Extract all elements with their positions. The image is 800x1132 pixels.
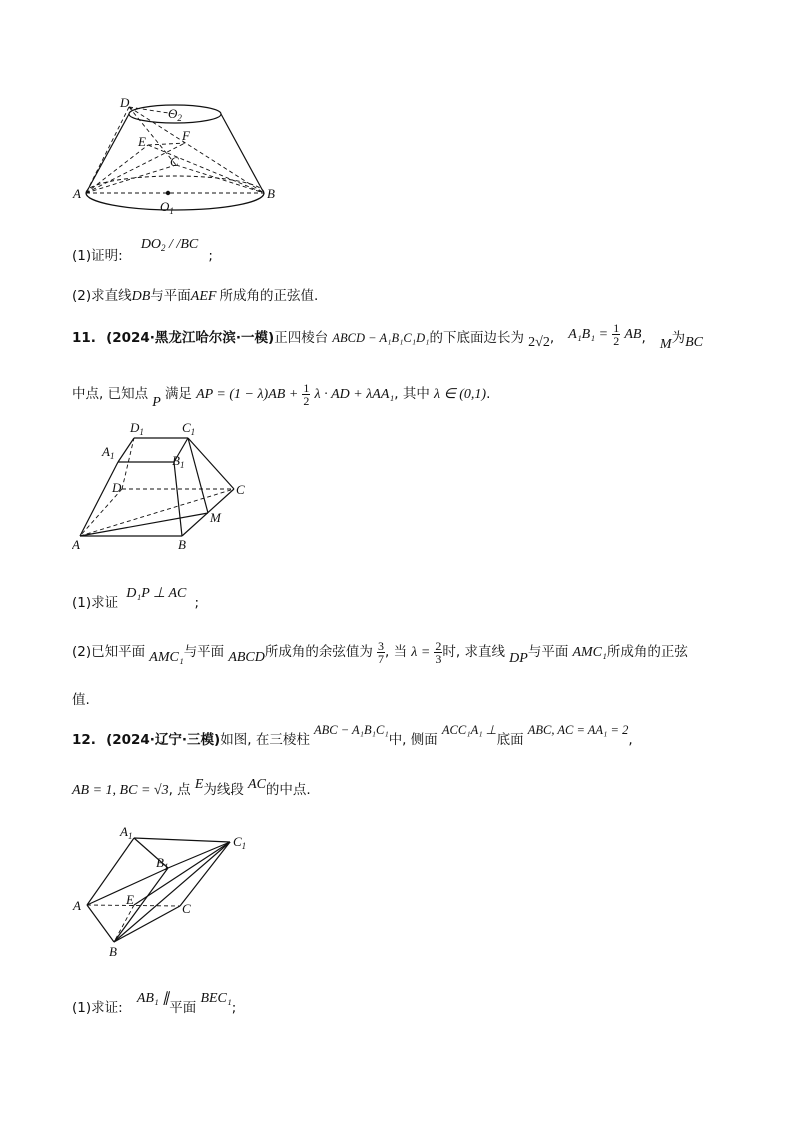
label-O1: $O_1$ (160, 199, 174, 216)
label-A: A (73, 186, 81, 201)
label-O2: $O_2$ (168, 106, 182, 123)
label-B1: $B_1$ (172, 453, 185, 470)
label-C: C (236, 482, 245, 497)
q11-stem-line2: 中点, 已知点 P 满足 AP = (1 − λ)AB + $\frac{1}{2}$ λ · AD + λAA₁, 其中 λ ∈ (0,1). (72, 381, 491, 410)
figure-square-frustum (72, 418, 262, 558)
q11-part1: (1)求证 D₁P ⊥ AC ; (72, 586, 200, 611)
q11-part2-cont: 值. (72, 692, 90, 708)
label-D: D (112, 480, 122, 495)
label-B1: $B_1$ (156, 855, 169, 872)
center-o1-dot (166, 191, 170, 195)
q10-part2: (2)求直线DB与平面AEF 所成角的正弦值. (72, 288, 319, 304)
q10-part1: (1)证明: $DO_2 / /BC$ ; (72, 237, 213, 264)
label-E: E (138, 134, 146, 149)
bottom-circle-front (86, 193, 264, 210)
q12-part1: (1)求证: AB₁ ∥平面 BEC₁; (72, 991, 237, 1016)
label-E: E (126, 892, 134, 907)
label-A: A (73, 898, 81, 913)
label-B: B (178, 537, 186, 552)
label-B: B (109, 944, 117, 959)
figure-frustum (70, 90, 280, 225)
q11-stem-line1: 11. (2024·黑龙江哈尔滨·一模)正四棱台 ABCD − A₁B₁C₁D₁的下底面边长为 2√2, A₁B₁ = $\frac{1}{2}$ AB, M为BC (72, 321, 703, 352)
label-C1: $C_1$ (182, 420, 196, 437)
q11-part2: (2)已知平面 AMC₁与平面 ABCD所成角的余弦值为 $\frac{3}{7}$ , 当 λ = $\frac{2}{3}$ 时, 求直线 DP与平面 AMC₁所成角的正弦 (72, 639, 688, 666)
q12-stem-line2: AB = 1, BC = √3, 点 E为线段 AC的中点. (72, 777, 311, 798)
label-D1: $D_1$ (130, 420, 144, 437)
label-C: C (182, 901, 191, 916)
label-B: B (267, 186, 275, 201)
label-A1: $A_1$ (102, 444, 115, 461)
label-D: D (120, 95, 130, 110)
label-A: A (72, 537, 80, 552)
figure-triangular-prism (72, 820, 262, 960)
label-A1: $A_1$ (120, 824, 133, 841)
label-F: F (182, 128, 190, 143)
label-C: C (170, 154, 179, 169)
label-C1: $C_1$ (233, 834, 247, 851)
label-M: M (210, 510, 221, 525)
q12-stem-line1: 12. (2024·辽宁·三模)如图, 在三棱柱 ABC − A₁B₁C₁中, 侧面 ACC₁A₁ ⊥底面 ABC, AC = AA₁ = 2, (72, 723, 633, 748)
